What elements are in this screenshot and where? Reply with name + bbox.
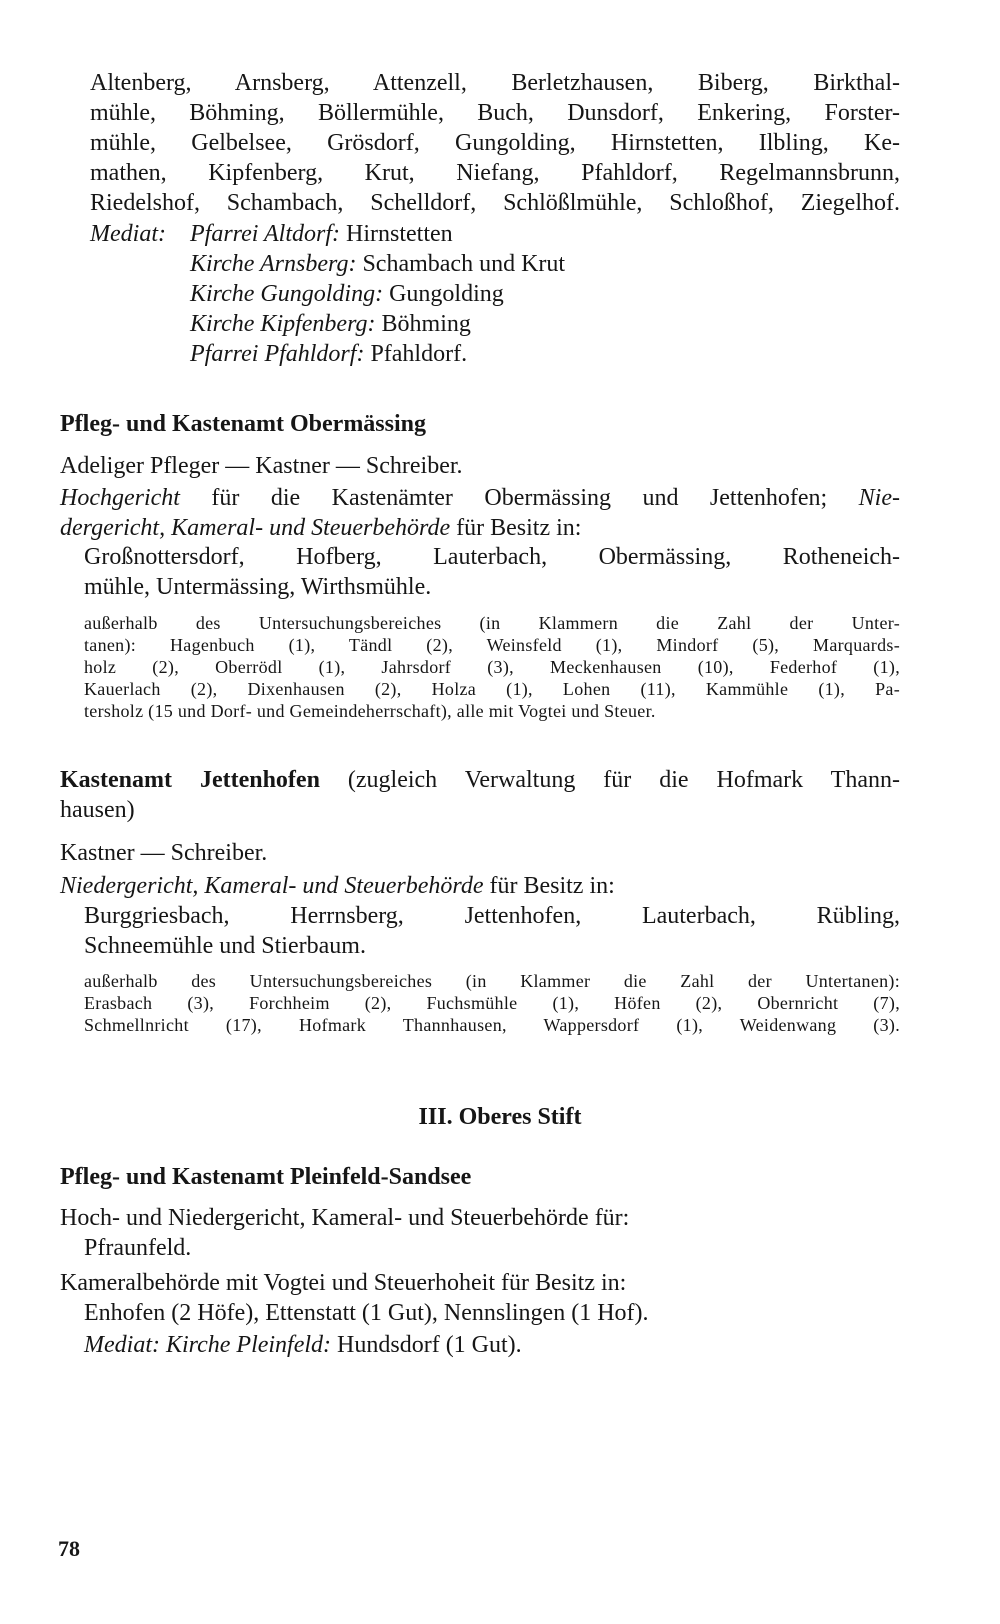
mediat-place: Gungolding: [389, 281, 504, 307]
court-description: [60, 483, 900, 543]
text-line: Riedelshof, Schambach, Schelldorf, Schlößlmühle, Schloßhof, Ziegelhof.: [90, 190, 900, 216]
mediat-list-top: [90, 219, 900, 369]
mediat-owner: Mediat: Kirche Pleinfeld:: [84, 1332, 332, 1358]
text-line: Burggriesbach, Herrnsberg, Jettenhofen, Lauterbach, Rübling,: [84, 903, 900, 929]
mediat-place: Böhming: [381, 311, 471, 337]
mediat-owner: Pfarrei Altdorf:: [190, 221, 340, 247]
italic-term: Nie-: [858, 485, 900, 511]
places-list: Enhofen (2 Höfe), Ettenstatt (1 Gut), Nennslingen (1 Hof).: [84, 1300, 649, 1326]
text-line: mühle, Böhming, Böllermühle, Buch, Dunsdorf, Enkering, Forster-: [90, 100, 900, 126]
text-line: mathen, Kipfenberg, Krut, Niefang, Pfahldorf, Regelmannsbrunn,: [90, 160, 900, 186]
mediat-label: Mediat:: [90, 221, 166, 247]
italic-term: Hochgericht: [60, 485, 180, 511]
text-line: tersholz (15 und Dorf- und Gemeindeherrschaft), alle mit Vogtei und Steuer.: [84, 701, 656, 721]
text-line: tanen): Hagenbuch (1), Tändl (2), Weinsfeld (1), Mindorf (5), Marquards-: [84, 635, 900, 655]
section-heading: Pfleg- und Kastenamt Obermässing: [60, 411, 426, 437]
mediat-row: [90, 339, 900, 369]
heading-bold: Kastenamt Jettenhofen: [60, 767, 320, 793]
italic-term: Niedergericht, Kameral- und Steuerbehörde: [60, 873, 484, 899]
kameral-line: Kameralbehörde mit Vogtei und Steuerhoheit für Besitz in:: [60, 1270, 627, 1296]
places-list: [84, 901, 900, 961]
officials-line: Adeliger Pfleger — Kastner — Schreiber.: [60, 453, 463, 479]
text-line: außerhalb des Untersuchungsbereiches (in Klammern die Zahl der Unter-: [84, 613, 900, 633]
text-line: [60, 483, 900, 513]
chapter-title: III. Oberes Stift: [418, 1104, 582, 1130]
mediat-row: [90, 219, 900, 249]
text-span: für Besitz in:: [456, 515, 582, 541]
mediat-place: Schambach und Krut: [362, 251, 566, 277]
mediat-row: [90, 249, 900, 279]
text-line: mühle, Untermässing, Wirthsmühle.: [84, 574, 432, 600]
mediat-owner: Kirche Gungolding:: [190, 281, 384, 307]
text-line: mühle, Gelbelsee, Grösdorf, Gungolding, Hirnstetten, Ilbling, Ke-: [90, 130, 900, 156]
text-line: [60, 765, 900, 795]
text-line: Altenberg, Arnsberg, Attenzell, Berletzhausen, Biberg, Birkthal-: [90, 70, 900, 96]
text-line: Schneemühle und Stierbaum.: [84, 933, 366, 959]
text-line: Pfraunfeld.: [84, 1235, 192, 1261]
court-description: [60, 1203, 629, 1263]
outside-area-note: [84, 612, 900, 722]
mediat-owner: Kirche Kipfenberg:: [190, 311, 376, 337]
text-line: holz (2), Oberrödl (1), Jahrsdorf (3), Meckenhausen (10), Federhof (1),: [84, 657, 900, 677]
mediat-row: [84, 1330, 522, 1360]
mediat-place: Hundsdorf (1 Gut).: [337, 1332, 522, 1358]
mediat-owner: Pfarrei Pfahldorf:: [190, 341, 365, 367]
places-list-top: [90, 68, 900, 218]
text-line: Großnottersdorf, Hofberg, Lauterbach, Obermässing, Rotheneich-: [84, 544, 900, 570]
mediat-row: [90, 279, 900, 309]
section-heading: Pfleg- und Kastenamt Pleinfeld-Sandsee: [60, 1164, 472, 1190]
text-line: Hoch- und Niedergericht, Kameral- und Steuerbehörde für:: [60, 1205, 630, 1231]
text-span: (zugleich Verwaltung für die Hofmark Thann-: [347, 767, 900, 793]
italic-term: dergericht, Kameral- und Steuerbehörde: [60, 515, 451, 541]
section-heading: [60, 765, 900, 825]
text-line: Erasbach (3), Forchheim (2), Fuchsmühle (1), Höfen (2), Obernricht (7),: [84, 993, 900, 1013]
text-line: Schmellnricht (17), Hofmark Thannhausen, Wappersdorf (1), Weidenwang (3).: [84, 1015, 900, 1035]
outside-area-note: [84, 970, 900, 1036]
page-number: 78: [58, 1536, 80, 1561]
text-line: Kauerlach (2), Dixenhausen (2), Holza (1), Lohen (11), Kammühle (1), Pa-: [84, 679, 900, 699]
officials-line: Kastner — Schreiber.: [60, 840, 268, 866]
court-description: [60, 871, 615, 901]
mediat-place: Hirnstetten: [346, 221, 453, 247]
mediat-owner: Kirche Arnsberg:: [190, 251, 357, 277]
text-line: [60, 513, 900, 543]
places-list: [84, 542, 900, 602]
text-span: für die Kastenämter Obermässing und Jettenhofen;: [211, 485, 828, 511]
text-line: hausen): [60, 797, 135, 823]
text-line: außerhalb des Untersuchungsbereiches (in Klammer die Zahl der Untertanen):: [84, 971, 900, 991]
mediat-place: Pfahldorf.: [370, 341, 468, 367]
text-span: für Besitz in:: [489, 873, 615, 899]
mediat-row: [90, 309, 900, 339]
